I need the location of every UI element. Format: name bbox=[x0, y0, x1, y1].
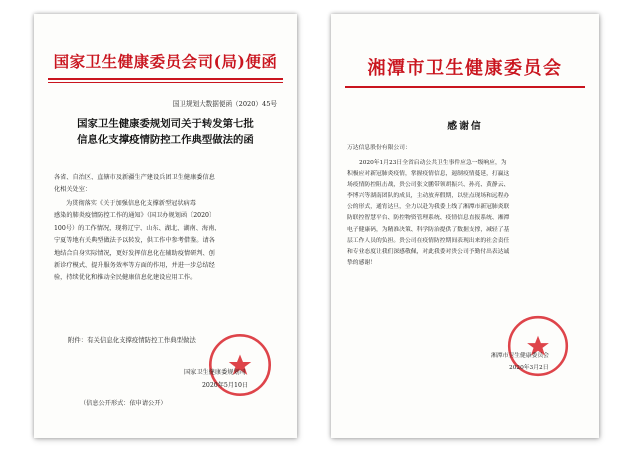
date: 2020年3月2日 bbox=[509, 365, 549, 371]
body-line: 公的形式，通宵达旦，全力以赴为我委上线了湘潭市新冠肺炎联 bbox=[347, 204, 510, 211]
body-line: 2020年1月23日全省启动公共卫生事件应急一级响应，为 bbox=[359, 160, 507, 166]
title-line: 信息化支撑疫情防控工作典型做法的函 bbox=[77, 134, 254, 146]
recipient: 万达信息股份有限公司： bbox=[347, 145, 411, 151]
body-line: 新诊疗模式、提升服务效率等方面的作用，并进一步总结经 bbox=[54, 262, 215, 270]
body-line: 地结合自身实际情况，更好发挥信息化在辅助疫情研判、创 bbox=[54, 249, 215, 257]
body-line: 积极应对新冠肺炎疫情，掌握疫情信息，遏制疫情蔓延，打赢这 bbox=[347, 171, 510, 178]
recipient bbox=[54, 172, 215, 197]
document-title: 感谢信 bbox=[447, 121, 483, 132]
signature: 湘潭市卫生健康委员会 bbox=[491, 353, 549, 359]
notice-letter-document bbox=[34, 14, 297, 438]
date: 2020年5月10日 bbox=[202, 382, 249, 389]
letterhead-divider-thin bbox=[48, 82, 283, 83]
recipient-line: 化相关处室： bbox=[54, 186, 92, 194]
letterhead-title: 湘潭市卫生健康委员会 bbox=[367, 58, 563, 79]
thank-you-letter-document bbox=[331, 14, 599, 438]
body-line: 李博兴等湖南团队的成员，主动放弃假期，以驻点现场和远程办 bbox=[347, 193, 510, 200]
body-line: 场疫情防控阻击战，贵公司张文鹏带领胡振兴、孙亮、黄静云、 bbox=[347, 182, 510, 189]
body-line: 感染的肺炎疫情防控工作的通知》（国卫办规划函〔2020〕 bbox=[54, 212, 216, 220]
recipient-line: 各省、自治区、直辖市及新疆生产建设兵团卫生健康委信息 bbox=[54, 174, 215, 181]
body-line: 100号）的工作情况，现将辽宁、山东、湖北、湖南、海南、 bbox=[54, 224, 221, 232]
body-paragraph bbox=[54, 198, 221, 285]
document-title bbox=[54, 116, 277, 148]
signature: 国家卫生健康委规划司 bbox=[184, 369, 246, 376]
letterhead-divider bbox=[345, 86, 585, 88]
body-line: 防联控智慧平台、防控物资管理系统、疫情信息直报系统、湘潭 bbox=[347, 215, 510, 222]
disclosure-note: （信息公开形式：依申请公开） bbox=[80, 400, 167, 407]
body-line: 层工作人员的负担。贵公司在疫情防控期间表现出来的社会责任 bbox=[347, 237, 510, 244]
body-line: 和专业态度让我们深感敬佩，对此我委对贵公司予勤付出表达诚 bbox=[347, 248, 510, 255]
letterhead-divider bbox=[48, 78, 283, 80]
letterhead-title: 国家卫生健康委员会司(局)便函 bbox=[53, 52, 278, 71]
body-line: 验，持续优化和推动全民健康信息化建设应用工作。 bbox=[54, 274, 197, 282]
body-paragraph bbox=[347, 158, 509, 269]
document-number: 国卫规划大数据便函（2020）45号 bbox=[172, 100, 277, 108]
title-line: 国家卫生健康委规划司关于转发第七批 bbox=[77, 118, 254, 130]
body-line: 宁夏等地有关典型做法予以转发，供工作中参考借鉴。请各 bbox=[54, 237, 215, 245]
attachment-note: 附件：有关信息化支撑疫情防控工作典型做法 bbox=[68, 336, 196, 344]
body-line: 挚的感谢！ bbox=[347, 259, 376, 266]
body-line: 为贯彻落实《关于加强信息化支撑新型冠状病毒 bbox=[66, 200, 196, 207]
body-line: 电子健康码，为精准决策、科学防治提供了数据支撑，减轻了基 bbox=[347, 226, 510, 233]
